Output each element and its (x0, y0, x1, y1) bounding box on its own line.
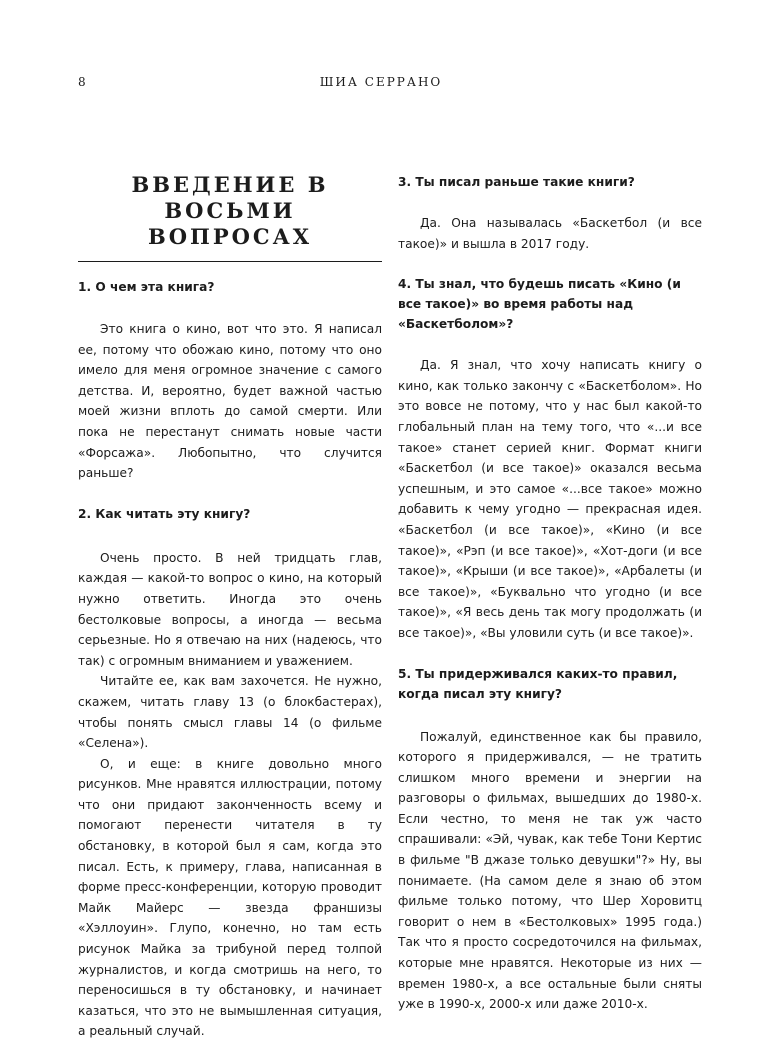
paragraph: Это книга о кино, вот что это. Я написал ее, потому что обожаю кино, потому что оно имело для меня огромное значение с самого детства. И, вероятно, будет важной частью моей жизни вплоть до самой смерти. Или пока не перестанут снимать новые части «Форсажа». Любопытно, что случится раньше? (78, 322, 382, 481)
left-column (78, 172, 382, 1042)
section-heading-2: 2. Как читать эту книгу? (78, 506, 251, 521)
section-heading-1: 1. О чем эта книга? (78, 280, 215, 294)
running-header: ШИА СЕРРАНО (319, 75, 443, 89)
paragraph: Очень просто. В ней тридцать глав, каждая — какой-то вопрос о кино, на который нужно ответить. Иногда это очень бестолковые вопросы, а иногда — весьма серьезные. Но я отвечаю на них (надеюсь, что так) с огромным вниманием и уважением. (78, 550, 382, 668)
right-column (398, 172, 702, 1015)
paragraph: Да. Я знал, что хочу написать книгу о кино, как только закончу с «Баскетболом». Но это вовсе не потому, что у нас был какой-то глобальный план на тему того, что «...и все такое» станет серией книг. Формат книги «Баскетбол (и все такое)» оказался весьма успешным, и это самое «...все такое» можно добавить к чему угодно — прекрасная идея. «Баскетбол (и все такое)», «Кино (и все такое)», «Рэп (и все такое)», «Хот-доги (и все такое)», «Крыши (и все такое)», «Арбалеты (и все такое)», «Буквально что угодно (и все такое)», «Я весь день так могу продолжать (и все такое)», «Вы уловили суть (и все такое)». (398, 358, 702, 640)
section-heading-3: 3. Ты писал раньше такие книги? (398, 175, 635, 189)
chapter-title-line2: ВОПРОСАХ (147, 224, 313, 249)
paragraph: О, и еще: в книге довольно много рисунков. Мне нравятся иллюстрации, потому что они придают законченность всему и помогают перенести читателя в ту обстановку, в которой был я сам, когда это писал. Есть, к примеру, глава, написанная в форме пресс-конференции, которую проводит Майк Майерс — звезда франшизы «Хэллоуин». Глупо, конечно, но там есть рисунок Майка за трибуной перед толпой журналистов, и когда смотришь на него, то переносишься в ту обстановку, и начинает казаться, что это не вымышленная ситуация, а реальный случай. (78, 756, 382, 1039)
section-heading-4: 4. Ты знал, что будешь писать «Кино (и все такое)» во время работы над «Баскетболом»? (398, 277, 681, 332)
paragraph: Читайте ее, как вам захочется. Не нужно, скажем, читать главу 13 (о блокбастерах), чтобы понять смысл главы 14 (о фильме «Селена»). (78, 674, 382, 751)
paragraph: Да. Она называлась «Баскетбол (и все такое)» и вышла в 2017 году. (398, 216, 702, 251)
chapter-title-line1: ВВЕДЕНИЕ В ВОСЬМИ (131, 172, 329, 223)
chapter-title (78, 172, 382, 262)
page-number: 8 (78, 75, 86, 89)
paragraph: Пожалуй, единственное как бы правило, которого я придерживался, — не тратить слишком много времени и энергии на разговоры о фильмах, вышедших до 1980-х. Если честно, то меня не так уж часто спрашивали: «Эй, чувак, как тебе Тони Кертис в фильме "В джазе только девушки"?» Ну, вы понимаете. (На самом деле я знаю об этом фильме только потому, что Шер Хоровитц говорит о нем в «Бестолковых» 1995 года.) Так что я просто сосредоточился на фильмах, которые мне нравятся. Некоторые из них — времен 1980-х, а все остальные были сняты уже в 1990-х, 2000-х или даже 2010-х. (398, 729, 702, 1012)
section-heading-5: 5. Ты придерживался каких-то правил, когда писал эту книгу? (398, 666, 678, 701)
